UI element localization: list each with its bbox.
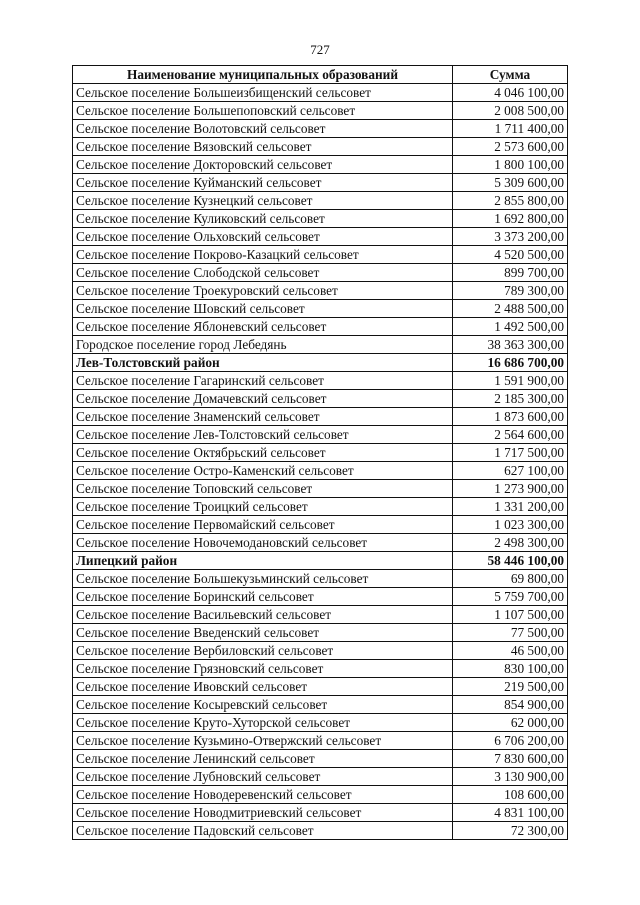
table-row xyxy=(73,516,568,534)
municipality-name: Сельское поселение Большекузьминский сельсовет xyxy=(73,570,453,588)
municipality-sum: 5 309 600,00 xyxy=(453,174,568,192)
municipality-sum: 2 488 500,00 xyxy=(453,300,568,318)
municipality-sum: 1 331 200,00 xyxy=(453,498,568,516)
municipality-name: Сельское поселение Троицкий сельсовет xyxy=(73,498,453,516)
table-row xyxy=(73,300,568,318)
municipality-sum: 46 500,00 xyxy=(453,642,568,660)
municipality-sum: 1 273 900,00 xyxy=(453,480,568,498)
municipality-sum: 62 000,00 xyxy=(453,714,568,732)
municipality-sum: 77 500,00 xyxy=(453,624,568,642)
municipality-name: Сельское поселение Кузнецкий сельсовет xyxy=(73,192,453,210)
municipality-name: Сельское поселение Знаменский сельсовет xyxy=(73,408,453,426)
table-row xyxy=(73,624,568,642)
header-sum: Сумма xyxy=(453,66,568,84)
table-row xyxy=(73,678,568,696)
table-row xyxy=(73,444,568,462)
municipality-sum: 1 692 800,00 xyxy=(453,210,568,228)
municipality-sum: 219 500,00 xyxy=(453,678,568,696)
table-row xyxy=(73,336,568,354)
table-row xyxy=(73,426,568,444)
municipality-sum: 3 130 900,00 xyxy=(453,768,568,786)
municipality-name: Сельское поселение Гагаринский сельсовет xyxy=(73,372,453,390)
municipality-name: Сельское поселение Вербиловский сельсовет xyxy=(73,642,453,660)
municipality-name: Сельское поселение Октябрьский сельсовет xyxy=(73,444,453,462)
table-row xyxy=(73,228,568,246)
district-name: Лев-Толстовский район xyxy=(73,354,453,372)
municipality-name: Сельское поселение Грязновский сельсовет xyxy=(73,660,453,678)
table-row xyxy=(73,642,568,660)
district-name: Липецкий район xyxy=(73,552,453,570)
municipality-name: Сельское поселение Троекуровский сельсовет xyxy=(73,282,453,300)
municipality-name: Сельское поселение Васильевский сельсовет xyxy=(73,606,453,624)
table-row xyxy=(73,246,568,264)
municipality-name: Сельское поселение Ленинский сельсовет xyxy=(73,750,453,768)
table-row xyxy=(73,570,568,588)
municipality-name: Сельское поселение Докторовский сельсовет xyxy=(73,156,453,174)
municipality-sum: 7 830 600,00 xyxy=(453,750,568,768)
table-row xyxy=(73,192,568,210)
municipality-sum: 38 363 300,00 xyxy=(453,336,568,354)
municipality-sum: 108 600,00 xyxy=(453,786,568,804)
municipality-sum: 2 008 500,00 xyxy=(453,102,568,120)
municipality-name: Сельское поселение Большеизбищенский сельсовет xyxy=(73,84,453,102)
page-number: 727 xyxy=(310,42,330,57)
table-row xyxy=(73,282,568,300)
municipality-name: Сельское поселение Домачевский сельсовет xyxy=(73,390,453,408)
municipality-name: Городское поселение город Лебедянь xyxy=(73,336,453,354)
municipality-sum: 1 711 400,00 xyxy=(453,120,568,138)
municipality-name: Сельское поселение Волотовский сельсовет xyxy=(73,120,453,138)
municipality-sum: 1 107 500,00 xyxy=(453,606,568,624)
municipality-name: Сельское поселение Слободской сельсовет xyxy=(73,264,453,282)
table-row xyxy=(73,732,568,750)
district-sum: 16 686 700,00 xyxy=(453,354,568,372)
table-row xyxy=(73,696,568,714)
municipality-name: Сельское поселение Топовский сельсовет xyxy=(73,480,453,498)
table-row xyxy=(73,318,568,336)
municipality-name: Сельское поселение Куликовский сельсовет xyxy=(73,210,453,228)
municipality-name: Сельское поселение Падовский сельсовет xyxy=(73,822,453,840)
municipality-sum: 69 800,00 xyxy=(453,570,568,588)
municipality-sum: 2 855 800,00 xyxy=(453,192,568,210)
table-row xyxy=(73,750,568,768)
municipality-name: Сельское поселение Ольховский сельсовет xyxy=(73,228,453,246)
municipality-sum: 627 100,00 xyxy=(453,462,568,480)
municipality-sum: 5 759 700,00 xyxy=(453,588,568,606)
municipality-name: Сельское поселение Боринский сельсовет xyxy=(73,588,453,606)
table-header-row xyxy=(73,66,568,84)
table-row xyxy=(73,714,568,732)
table-row xyxy=(73,210,568,228)
table-row xyxy=(73,408,568,426)
table-row xyxy=(73,534,568,552)
table-row xyxy=(73,660,568,678)
municipality-name: Сельское поселение Кузьмино-Отвержский сельсовет xyxy=(73,732,453,750)
table-row xyxy=(73,372,568,390)
district-row xyxy=(73,552,568,570)
municipality-sum: 6 706 200,00 xyxy=(453,732,568,750)
municipality-name: Сельское поселение Введенский сельсовет xyxy=(73,624,453,642)
municipality-name: Сельское поселение Остро-Каменский сельсовет xyxy=(73,462,453,480)
table-row xyxy=(73,390,568,408)
table-row xyxy=(73,822,568,840)
municipality-name: Сельское поселение Лубновский сельсовет xyxy=(73,768,453,786)
municipality-sum: 4 046 100,00 xyxy=(453,84,568,102)
table-row xyxy=(73,138,568,156)
municipality-sum: 1 873 600,00 xyxy=(453,408,568,426)
municipality-sum: 3 373 200,00 xyxy=(453,228,568,246)
municipality-sum: 1 717 500,00 xyxy=(453,444,568,462)
table-row xyxy=(73,804,568,822)
municipality-sum: 72 300,00 xyxy=(453,822,568,840)
table-row xyxy=(73,84,568,102)
table-body xyxy=(73,84,568,840)
municipality-name: Сельское поселение Покрово-Казацкий сельсовет xyxy=(73,246,453,264)
municipality-sum: 1 591 900,00 xyxy=(453,372,568,390)
municipality-sum: 1 492 500,00 xyxy=(453,318,568,336)
municipality-sum: 2 573 600,00 xyxy=(453,138,568,156)
table-row xyxy=(73,588,568,606)
table-row xyxy=(73,768,568,786)
municipality-name: Сельское поселение Ивовский сельсовет xyxy=(73,678,453,696)
municipality-name: Сельское поселение Вязовский сельсовет xyxy=(73,138,453,156)
table-row xyxy=(73,480,568,498)
municipality-sum: 2 564 600,00 xyxy=(453,426,568,444)
municipality-name: Сельское поселение Новодеревенский сельсовет xyxy=(73,786,453,804)
table-row xyxy=(73,498,568,516)
municipality-name: Сельское поселение Яблоневский сельсовет xyxy=(73,318,453,336)
municipality-sum: 2 185 300,00 xyxy=(453,390,568,408)
municipality-name: Сельское поселение Косыревский сельсовет xyxy=(73,696,453,714)
table-row xyxy=(73,606,568,624)
table-row xyxy=(73,786,568,804)
district-sum: 58 446 100,00 xyxy=(453,552,568,570)
municipality-sum: 4 520 500,00 xyxy=(453,246,568,264)
table-row xyxy=(73,174,568,192)
municipality-sum: 854 900,00 xyxy=(453,696,568,714)
municipality-sum: 1 800 100,00 xyxy=(453,156,568,174)
municipality-sum: 1 023 300,00 xyxy=(453,516,568,534)
municipality-name: Сельское поселение Первомайский сельсовет xyxy=(73,516,453,534)
header-name: Наименование муниципальных образований xyxy=(73,66,453,84)
table-row xyxy=(73,264,568,282)
municipality-name: Сельское поселение Новодмитриевский сельсовет xyxy=(73,804,453,822)
municipality-name: Сельское поселение Лев-Толстовский сельсовет xyxy=(73,426,453,444)
table-row xyxy=(73,462,568,480)
municipality-name: Сельское поселение Новочемодановский сельсовет xyxy=(73,534,453,552)
municipality-sum: 789 300,00 xyxy=(453,282,568,300)
municipality-sum: 2 498 300,00 xyxy=(453,534,568,552)
municipality-name: Сельское поселение Круто-Хуторской сельсовет xyxy=(73,714,453,732)
table-row xyxy=(73,120,568,138)
municipality-name: Сельское поселение Большепоповский сельсовет xyxy=(73,102,453,120)
budget-table xyxy=(72,65,568,840)
table-row xyxy=(73,102,568,120)
municipality-sum: 899 700,00 xyxy=(453,264,568,282)
municipality-sum: 4 831 100,00 xyxy=(453,804,568,822)
table-row xyxy=(73,156,568,174)
municipality-sum: 830 100,00 xyxy=(453,660,568,678)
municipality-name: Сельское поселение Шовский сельсовет xyxy=(73,300,453,318)
district-row xyxy=(73,354,568,372)
municipality-name: Сельское поселение Куйманский сельсовет xyxy=(73,174,453,192)
